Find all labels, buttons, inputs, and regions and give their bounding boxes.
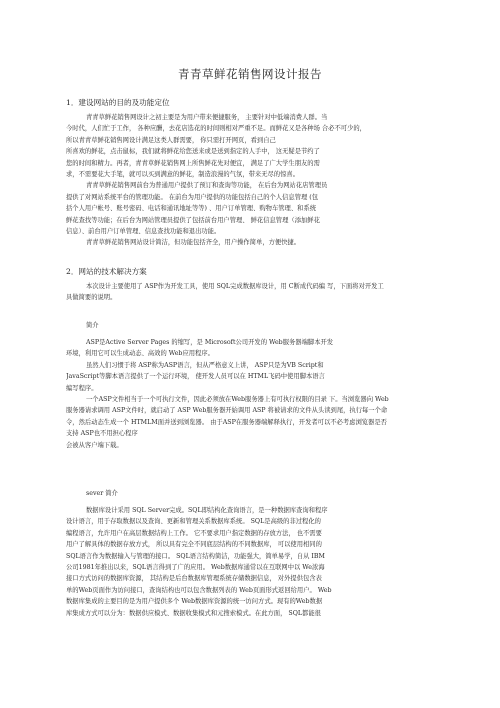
paragraph-line: 求，不需要花大手笔，就可以买到满意的鲜花，制造浪漫的气氛，带来无尽的惊喜。 [66,171,299,179]
paragraph-line: ASP是Active Server Pages 的缩写，是 Microsoft公司开发的 Web服务器端脚本开发 [86,339,334,346]
subsection-asp [66,320,440,331]
paragraph-line: 单的Web页面作为访问接口，查询结构也可以包含数据列表的 Web页面形式返回给用户。 Web [66,586,332,594]
paragraph-line: 编写程序。 [66,384,98,392]
paragraph-line: 信息）、前台用户订单管理、信息查找功能和退出功能。 [66,228,221,236]
paragraph-line: 服务器请求调用 ASP文件时，就启动了 ASP Web服务器开始调用 ASP 将被请求的文件从头读到尾，执行每一个命 [66,407,388,415]
paragraph-line: 提供了对网站系统平台的管理功能。 在前台为用户提供的功能包括自己的个人信息管理 (包 [66,193,319,201]
paragraph-line: 鲜花查找等功能；在后台为网站管理员提供了包括前台用户管理、 鲜花信息管理（添加鲜花 [66,216,320,224]
paragraph-line: 青青草鲜花销售网站设计简洁，但功能包括齐全，用户操作简单，方便快捷。 [86,239,301,247]
paragraph-line: 设计语言，用于存取数据以及查询、更新和管理关系数据库系统。 SQL是高级的非过程化的 [66,518,321,526]
paragraph-line: SQL语言作为数据输入与管理的接口。 SQL语言结构简洁，功能强大，简单易学，自从 IBM [66,552,325,560]
section-2-heading: 2．网站的技术解决方案 [66,267,147,276]
paragraph-line: 您的时间和精力。再者，青青草鲜花销售网上所售鲜花先对便宜， 满足了广大学生朋友的需 [66,159,320,167]
paragraph-line: 令，然后动态生成一个 HTMLM面并送到浏览器。 由于ASP在服务器端解释执行，开发者可以不必考虑浏览器是否 [66,418,387,426]
subsection-sql [66,488,440,499]
paragraph-line: 数据库集成的主要目的是为用户提供多个 Web数据库资源的统一访问方式。现有的Web数据 [66,598,323,606]
paragraph-line: 接口方式访问的数据库资源， 其结构是后台数据库管理系统存储数据信息， 对外提供包含表 [66,575,322,583]
paragraph-line: 所喜欢的鲜花，点击鼠标，我们就将鲜花给您送来或是送到指定的人手中， 这无疑是节约了 [66,148,320,156]
paragraph-line: 数据库设计采用 SQL Server完成。SQL即结构化查询语言，是一种数据库查询和程序 [86,507,328,514]
section-2 [66,266,440,277]
section-1-heading: 1．建设网站的目的及功能定位 [66,98,170,107]
paragraph-line: 库集成方式可以分为：数据供应模式、数据收集模式和元搜索模式。在此方面， SQL都能很 [66,609,321,617]
section-2-intro [66,281,440,304]
paragraph-line: JavaScript等脚本语言提供了一个运行环境， 使开发人员可以在 HTML飞码中使用脚本语言 [66,373,325,381]
paragraph-line: 虽然人们习惯于将 ASP称为ASP语言，但从严格意义上讲， ASP只是为VB Script和 [86,361,324,369]
paragraph-line: 所以青青草鲜花销售网设计满足这类人群需要， 你只需打开网页，看到自己 [66,136,276,144]
sql-body [66,505,440,619]
paragraph-line: 会被从客户端下载。 [66,441,123,449]
paragraph-line: 青青草鲜花销售网设计之初主要是为用户带来便捷服务， 主要针对中低端消费人群。当 [86,114,328,121]
paragraph-line: 公司1981年推出以来，SQL语言得到了广的应用。 Web数据库通常以在互联网中以 We浓海 [66,564,325,572]
paragraph-line: 用户了解具体的数据存放方式， 所以具有完全不同底层结构的不同数据库， 可以使用相同的 [66,541,322,549]
paragraph-line: 支持 ASP也不用担心程序 [66,430,138,438]
asp-body [66,337,440,451]
paragraph-line: 编程语言，允许用户在高层数据结构上工作。 它不要求用户指定数据的存放方法， 也不需要 [66,529,322,537]
page-title: 青青草鲜花销售网设计报告 [178,67,322,81]
subsection-heading: 简介 [86,322,99,329]
subsection-heading: sever 简介 [86,490,118,497]
paragraph-line: 一个ASP文件相当于一个可执行文件，因此必须放在Web服务器上有可执行权限的目录 下。当浏览器向 Web [86,396,389,404]
paragraph-line: 环境，利用它可以生成动态、高效的 Web应用程序。 [66,350,214,358]
section-1-body [66,112,440,249]
paragraph-line: 青青草鲜花销售网前台为普通用户提供了预订和查询等功能， 在后台为网站花店管理员 [86,182,328,190]
paragraph-line: 具做简要的说明。 [66,294,117,302]
paragraph-line: 今时代，人们忙于工作， 各种应酬，去花店选花的时间则相对严重不足。而鲜花又是各种场 合必不可少的， [66,125,366,133]
paragraph-line: 本次设计主要使用了 ASP作为开发工具，使用 SQL完成数据库设计，用 C断成代码编 写，下面将对开发工 [86,283,384,290]
paragraph-line: 括个人用户帐号、账号密码、电话和通讯地址等等) 、用户订单管理、购物车管理、和系统 [66,205,317,213]
section-1 [66,97,440,108]
